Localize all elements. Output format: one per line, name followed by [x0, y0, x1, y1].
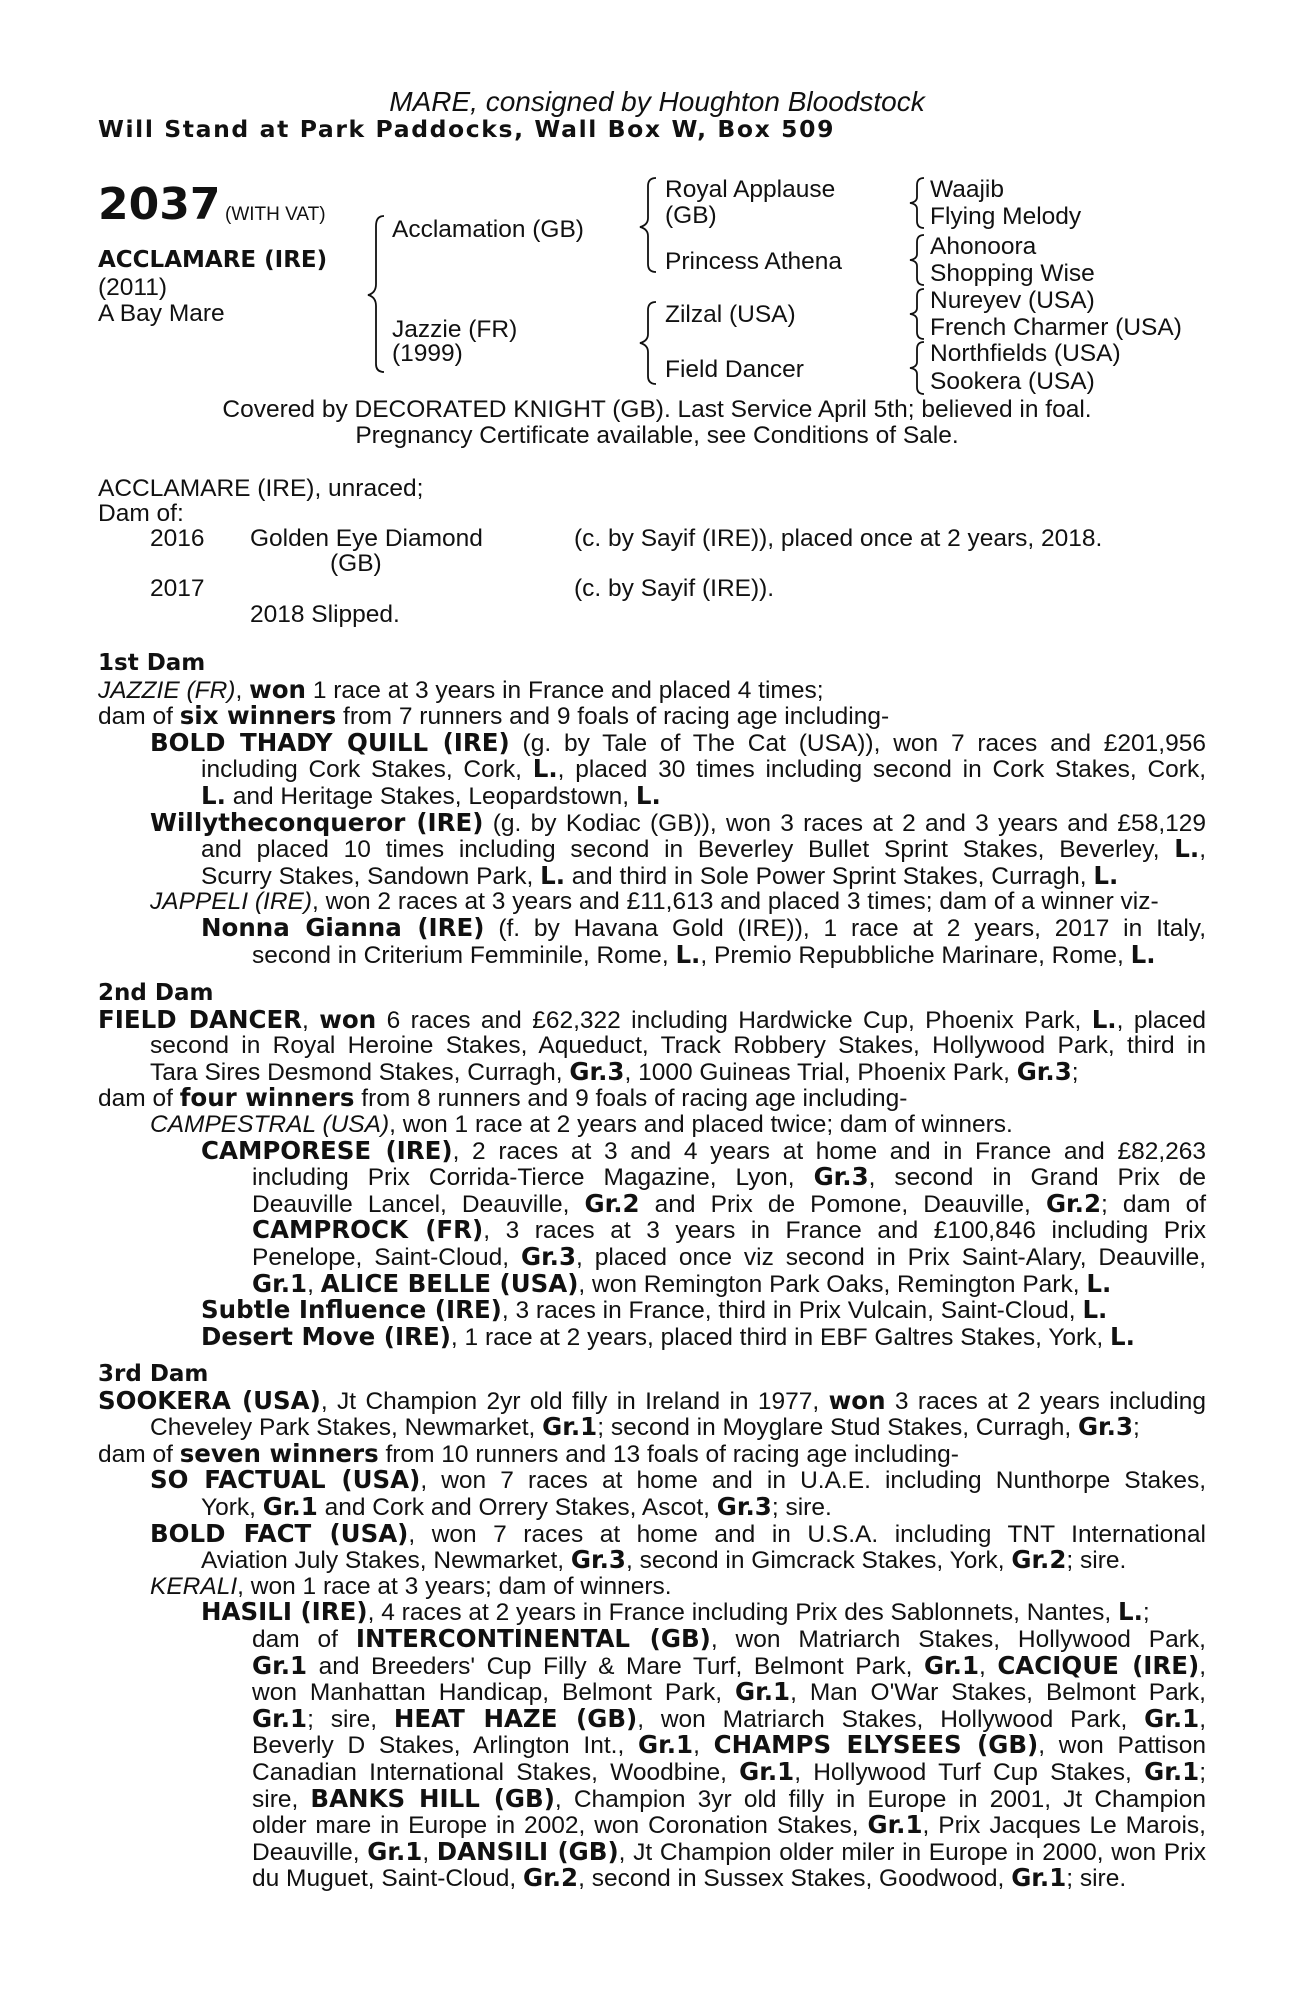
text-line: including Prix Corrida-Tierce Magazine, Lyon, Gr.3, second in Grand Prix de	[252, 1162, 1206, 1192]
text-line: BOLD FACT (USA), won 7 races at home and in U.S.A. including TNT International	[150, 1518, 1207, 1548]
text-line: JAPPELI (IRE), won 2 races at 3 years and £11,613 and placed 3 times; dam of a winner viz-	[150, 888, 1159, 916]
second-dam-section	[98, 981, 1206, 1350]
second-dam-heading: 2nd Dam	[98, 980, 214, 1006]
produce-details: (c. by Sayif (IRE)), placed once at 2 years, 2018.	[574, 525, 1103, 552]
text-line: including Cork Stakes, Cork, L., placed 30 times including second in Cork Stakes, Cork,	[201, 754, 1206, 784]
text-line: dam of six winners from 7 runners and 9 foals of racing age including-	[98, 701, 890, 731]
text-line: Nonna Gianna (IRE) (f. by Havana Gold (IRE)), 1 race at 2 years, 2017 in Italy,	[201, 912, 1206, 942]
vat-note: (WITH VAT)	[225, 204, 326, 225]
text-line: Deauville Lancel, Deauville, Gr.2 and Prix de Pomone, Deauville, Gr.2; dam of	[252, 1188, 1207, 1218]
text-line: KERALI, won 1 race at 3 years; dam of winners.	[150, 1572, 672, 1600]
text-line: Gr.1, ALICE BELLE (USA), won Remington Park Oaks, Remington Park, L.	[252, 1268, 1112, 1298]
third-dam-section	[98, 1362, 1206, 1892]
text-line: JAZZIE (FR), won 1 race at 3 years in France and placed 4 times;	[98, 674, 824, 704]
text-line: Penelope, Saint-Cloud, Gr.3, placed once viz second in Prix Saint-Alary, Deauville,	[252, 1241, 1207, 1271]
text-line: Deauville, Gr.1, DANSILI (GB), Jt Champion older miler in Europe in 2000, won Prix	[252, 1836, 1206, 1866]
text-line: dam of INTERCONTINENTAL (GB), won Matriarch Stakes, Hollywood Park,	[252, 1623, 1206, 1653]
bracket-g3-c	[906, 287, 932, 341]
pedigree-g3-8: Sookera (USA)	[930, 368, 1095, 395]
pedigree-sire-sire-country: (GB)	[665, 202, 717, 229]
produce-year: 2016	[150, 525, 205, 552]
text-line: Canadian International Stakes, Woodbine, Gr.1, Hollywood Turf Cup Stakes, Gr.1;	[252, 1756, 1206, 1786]
pedigree-g3-7: Northfields (USA)	[930, 340, 1121, 367]
text-line: York, Gr.1 and Cork and Orrery Stakes, Ascot, Gr.3; sire.	[201, 1491, 832, 1521]
text-line: Cheveley Park Stakes, Newmarket, Gr.1; second in Moyglare Stud Stakes, Curragh, Gr.3;	[150, 1412, 1140, 1442]
text-line: sire, BANKS HILL (GB), Champion 3yr old filly in Europe in 2001, Jt Champion	[252, 1783, 1206, 1813]
pedigree-dam: Jazzie (FR)	[392, 316, 518, 343]
text-line: Willytheconqueror (IRE) (g. by Kodiac (GB)), won 3 races at 2 and 3 years and £58,129	[150, 807, 1206, 837]
text-line: BOLD THADY QUILL (IRE) (g. by Tale of The Cat (USA)), won 7 races and £201,956	[150, 727, 1206, 757]
text-line: SOOKERA (USA), Jt Champion 2yr old filly in Ireland in 1977, won 3 races at 2 years including	[98, 1385, 1206, 1415]
produce-name-country: (GB)	[330, 550, 382, 577]
text-line: second in Criterium Femminile, Rome, L., Premio Repubbliche Marinare, Rome, L.	[252, 939, 1156, 969]
text-line: Tara Sires Desmond Stakes, Curragh, Gr.3, 1000 Guineas Trial, Phoenix Park, Gr.3;	[150, 1056, 1079, 1086]
text-line: Scurry Stakes, Sandown Park, L. and third in Sole Power Sprint Stakes, Curragh, L.	[201, 860, 1119, 890]
first-dam-section	[98, 651, 1206, 968]
text-line: won Manhattan Handicap, Belmont Park, Gr.1, Man O'War Stakes, Belmont Park,	[252, 1677, 1206, 1707]
produce-year: 2017	[150, 575, 205, 602]
pedigree-sire: Acclamation (GB)	[392, 216, 584, 243]
pedigree-dam-year: (1999)	[392, 340, 463, 367]
pedigree-g3-4: Shopping Wise	[930, 260, 1095, 287]
text-line: du Muguet, Saint-Cloud, Gr.2, second in Sussex Stakes, Goodwood, Gr.1; sire.	[252, 1863, 1127, 1893]
produce-details: (c. by Sayif (IRE)).	[574, 575, 775, 602]
pedigree-dam-sire: Zilzal (USA)	[665, 301, 796, 328]
produce-intro: ACCLAMARE (IRE), unraced;	[98, 475, 424, 502]
stand-line: Will Stand at Park Paddocks, Wall Box W, Box 509	[98, 115, 836, 143]
bracket-dam-line	[636, 300, 666, 386]
bracket-g3-a	[906, 176, 932, 230]
text-line: CAMPROCK (FR), 3 races at 3 years in France and £100,846 including Prix	[252, 1215, 1206, 1245]
text-line: CAMPESTRAL (USA), won 1 race at 2 years and placed twice; dam of winners.	[150, 1110, 1013, 1138]
text-line: and placed 10 times including second in Beverley Bullet Sprint Stakes, Beverley, L.,	[201, 834, 1206, 864]
pedigree-g3-1: Waajib	[930, 176, 1004, 203]
bracket-sire-line	[636, 176, 666, 276]
pedigree-g3-3: Ahonoora	[930, 233, 1037, 260]
dam-of-label: Dam of:	[98, 500, 184, 527]
third-dam-heading: 3rd Dam	[98, 1361, 209, 1387]
text-line: Aviation July Stakes, Newmarket, Gr.3, second in Gimcrack Stakes, York, Gr.2; sire.	[201, 1545, 1127, 1575]
bracket-gen1	[364, 214, 394, 374]
text-line: Gr.1 and Breeders' Cup Filly & Mare Turf, Belmont Park, Gr.1, CACIQUE (IRE),	[252, 1650, 1206, 1680]
horse-name: ACCLAMARE (IRE)	[98, 247, 328, 273]
bracket-g3-b	[906, 233, 932, 287]
text-line: FIELD DANCER, won 6 races and £62,322 including Hardwicke Cup, Phoenix Park, L., placed	[98, 1004, 1207, 1034]
pedigree-sire-dam: Princess Athena	[665, 248, 843, 275]
text-line: older mare in Europe in 2002, won Coronation Stakes, Gr.1, Prix Jacques Le Marois,	[252, 1810, 1206, 1840]
text-line: Beverly D Stakes, Arlington Int., Gr.1, CHAMPS ELYSEES (GB), won Pattison	[252, 1730, 1207, 1760]
text-line: SO FACTUAL (USA), won 7 races at home and in U.A.E. including Nunthorpe Stakes,	[150, 1465, 1207, 1495]
covered-by-line: Covered by DECORATED KNIGHT (GB). Last Service April 5th; believed in foal.	[222, 396, 1092, 423]
bracket-g3-d	[906, 340, 932, 396]
text-line: HASILI (IRE), 4 races at 2 years in France including Prix des Sablonnets, Nantes, L.;	[201, 1597, 1150, 1627]
text-line: Subtle Influence (IRE), 3 races in France, third in Prix Vulcain, Saint-Cloud, L.	[201, 1295, 1108, 1325]
first-dam-heading: 1st Dam	[98, 650, 206, 676]
text-line: L. and Heritage Stakes, Leopardstown, L.	[201, 780, 661, 810]
pedigree-g3-2: Flying Melody	[930, 203, 1082, 230]
pedigree-sire-sire: Royal Applause	[665, 176, 836, 203]
text-line: second in Royal Heroine Stakes, Aqueduct, Track Robbery Stakes, Hollywood Park, third in	[150, 1032, 1206, 1060]
pedigree-dam-dam: Field Dancer	[665, 356, 804, 383]
pedigree-g3-5: Nureyev (USA)	[930, 287, 1095, 314]
horse-description: A Bay Mare	[98, 300, 225, 327]
foaling-year: (2011)	[98, 274, 168, 301]
pregnancy-certificate-line: Pregnancy Certificate available, see Conditions of Sale.	[355, 422, 959, 449]
consignment-line: MARE, consigned by Houghton Bloodstock	[389, 86, 925, 117]
text-line: CAMPORESE (IRE), 2 races at 3 and 4 years at home and in France and £82,263	[201, 1135, 1207, 1165]
text-line: Desert Move (IRE), 1 race at 2 years, placed third in EBF Galtres Stakes, York, L.	[201, 1321, 1135, 1351]
lot-number: 2037	[98, 179, 221, 230]
produce-note: 2018 Slipped.	[250, 601, 400, 628]
text-line: Gr.1; sire, HEAT HAZE (GB), won Matriarch Stakes, Hollywood Park, Gr.1,	[252, 1703, 1206, 1733]
pedigree-g3-6: French Charmer (USA)	[930, 314, 1182, 341]
produce-name: Golden Eye Diamond	[250, 525, 483, 552]
text-line: dam of four winners from 8 runners and 9 foals of racing age including-	[98, 1083, 908, 1113]
text-line: dam of seven winners from 10 runners and 13 foals of racing age including-	[98, 1438, 959, 1468]
